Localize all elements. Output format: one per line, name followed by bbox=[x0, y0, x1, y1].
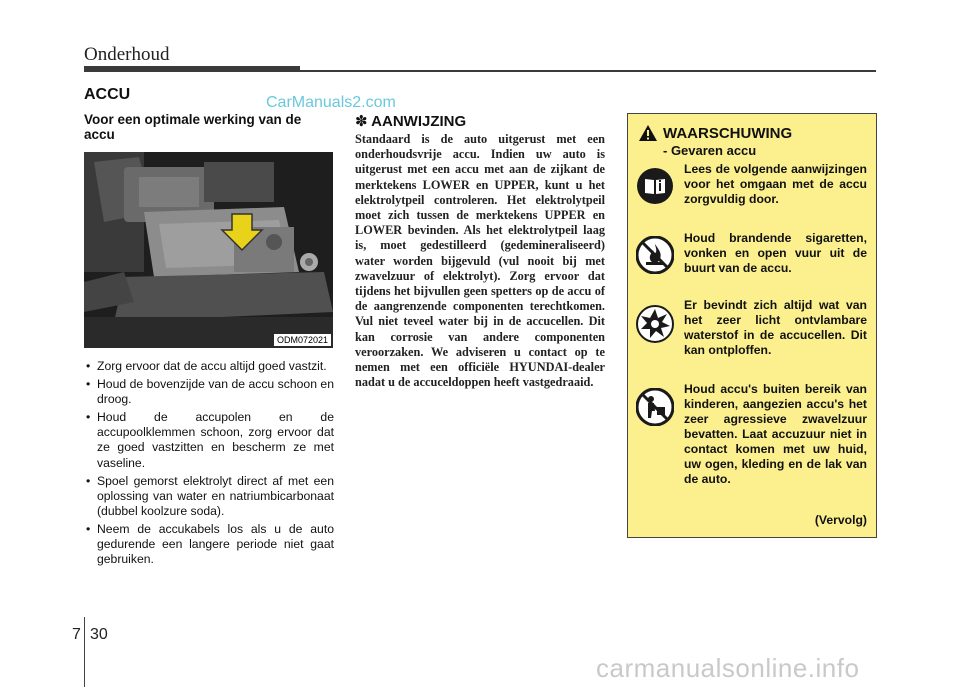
footer-divider bbox=[84, 617, 85, 687]
chapter-title: Onderhoud bbox=[84, 44, 170, 65]
warning-item-text: Houd accu's buiten bereik van kinderen, aangezien accu's het zeer agressieve zwavelzuur bevatten. Laat accuzuur niet in contact komen met uw huid, uw ogen, kleding en de lak van de auto. bbox=[684, 382, 867, 486]
list-item: • Houd de accupolen en de accupoolklemmen schoon, zorg ervoor dat ze goed vastzitten en bescherm ze met vaseline. bbox=[84, 410, 334, 470]
read-manual-icon bbox=[636, 167, 674, 205]
photo-code: ODM072021 bbox=[274, 334, 331, 346]
list-item: • Spoel gemorst elektrolyt direct af met een oplossing van water en natriumbicarbonaat (dubbel koolzure soda). bbox=[84, 474, 334, 519]
warning-subtitle: - Gevaren accu bbox=[663, 143, 757, 158]
list-item: • Houd de bovenzijde van de accu schoon en droog. bbox=[84, 377, 334, 407]
continued-label: (Vervolg) bbox=[814, 513, 867, 527]
watermark-bottom: carmanualsonline.info bbox=[596, 653, 860, 683]
header-rule-thin bbox=[300, 70, 876, 72]
watermark-top: CarManuals2.com bbox=[266, 94, 396, 111]
page-number: 30 bbox=[90, 626, 108, 643]
section-title: ACCU bbox=[84, 86, 131, 103]
maintenance-bullets bbox=[84, 359, 334, 570]
list-item: • Neem de accukabels los als u de auto gedurende een langere periode niet gaat gebruiken. bbox=[84, 522, 334, 567]
list-item: • Zorg ervoor dat de accu altijd goed vastzit. bbox=[84, 359, 334, 374]
warning-item-text: Er bevindt zich altijd wat van het zeer licht ontvlambare waterstof in de accucellen. Dit kan ontploffen. bbox=[684, 298, 867, 357]
no-fire-icon bbox=[636, 236, 674, 274]
keep-from-children-icon bbox=[636, 388, 674, 426]
warning-item-text: Lees de volgende aanwijzingen voor het omgaan met de accu zorgvuldig door. bbox=[684, 162, 867, 206]
note-text: Standaard is de auto uitgerust met een onderhoudsvrije accu. Indien uw auto is uitgerust met een accu met aan de zijkant de merktekens LOWER en UPPER, kunt u het elektrolytpeil controleren. Het elektrolytpeil moet zich tussen de merktekens UPPER en LOWER bevinden. Als het elektrolytpeil laag is, moet gedestilleerd (gedemineraliseerd) water worden bijgevuld (vul nooit bij met zwavelzuur of elektrolyt). Zorg ervoor dat tijdens het bijvullen geen spetters op de accu of de aangrenzende componenten terechtkomen. Vul niet teveel water bij in de accucellen. Dit kan corrosie van andere componenten veroorzaken. We adviseren u contact op te nemen met een officiële HYUNDAI-dealer nadat u de accuceldoppen heeft vastgedraaid. bbox=[355, 132, 605, 390]
chapter-number: 7 bbox=[72, 626, 81, 643]
note-heading: ✽ AANWIJZING bbox=[355, 113, 467, 130]
warning-item-text: Houd brandende sigaretten, vonken en open vuur uit de buurt van de accu. bbox=[684, 231, 867, 275]
explosion-icon bbox=[636, 305, 674, 343]
warning-triangle-icon bbox=[638, 124, 658, 142]
header-rule-thick bbox=[84, 66, 300, 72]
warning-title: WAARSCHUWING bbox=[663, 125, 793, 142]
battery-photo bbox=[84, 152, 333, 348]
battery-photo-illustration bbox=[84, 152, 333, 348]
left-subtitle: Voor een optimale werking van de accu bbox=[84, 112, 302, 142]
